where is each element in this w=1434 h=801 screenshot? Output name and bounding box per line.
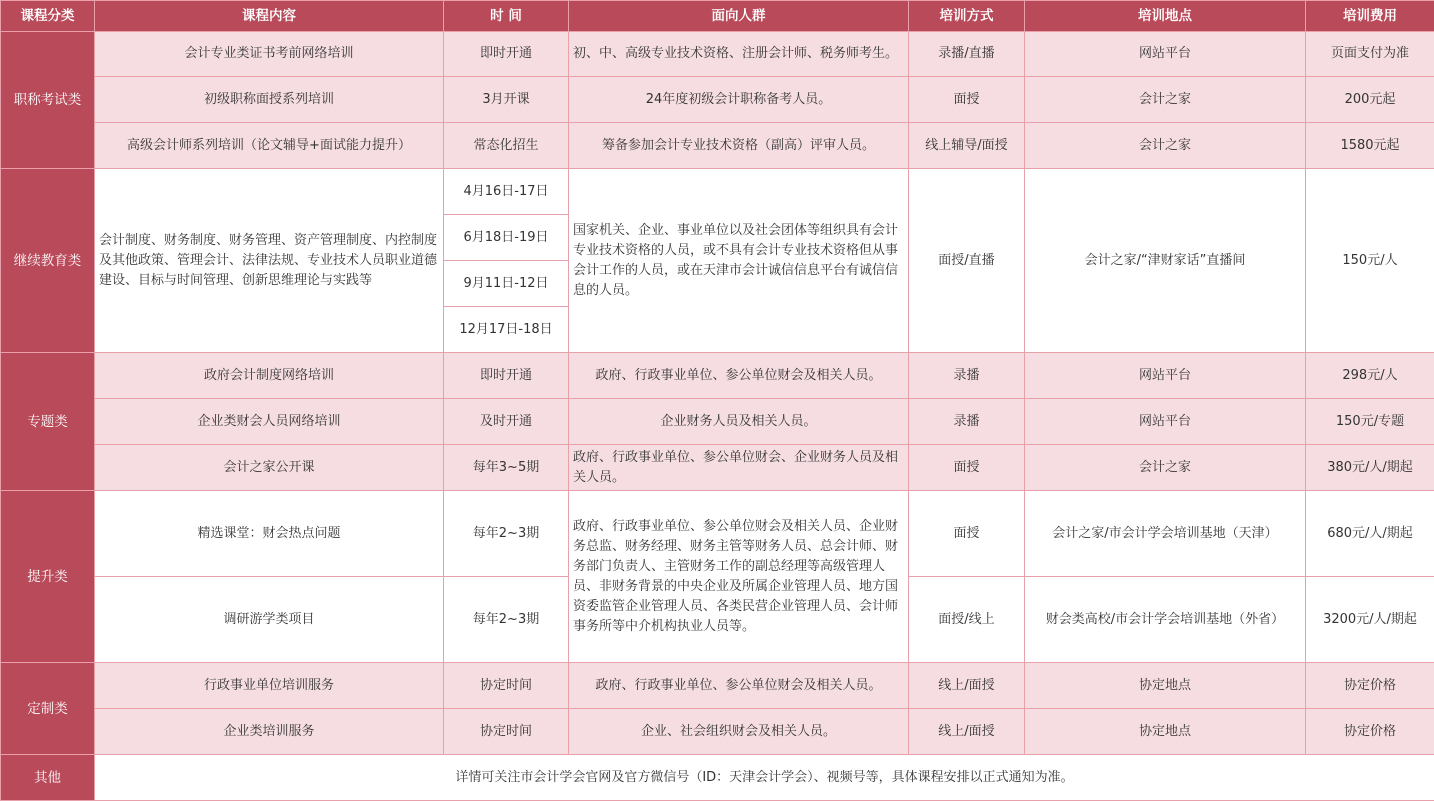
category-cell: 提升类 — [1, 491, 95, 663]
audience-cell: 政府、行政事业单位、参公单位财会及相关人员。 — [569, 663, 909, 709]
content-cell: 会计专业类证书考前网络培训 — [95, 32, 444, 77]
place-cell: 会计之家/“津财家话”直播间 — [1025, 169, 1306, 353]
content-cell: 企业类培训服务 — [95, 709, 444, 755]
table-row — [1, 77, 1434, 123]
time-cell: 3月开课 — [444, 77, 569, 123]
time-cell: 4月16日-17日 — [444, 169, 569, 215]
category-cell: 其他 — [1, 755, 95, 801]
table-row — [1, 755, 1434, 801]
fee-cell: 1580元起 — [1306, 123, 1434, 169]
fee-cell: 协定价格 — [1306, 709, 1434, 755]
time-cell: 每年3~5期 — [444, 445, 569, 491]
time-cell: 每年2~3期 — [444, 577, 569, 663]
footer-note: 详情可关注市会计学会官网及官方微信号（ID：天津会计学会）、视频号等，具体课程安排以正式通知为准。 — [95, 755, 1434, 801]
place-cell: 会计之家/市会计学会培训基地（天津） — [1025, 491, 1306, 577]
category-cell: 继续教育类 — [1, 169, 95, 353]
audience-cell: 24年度初级会计职称备考人员。 — [569, 77, 909, 123]
header-category: 课程分类 — [1, 1, 95, 32]
time-cell: 常态化招生 — [444, 123, 569, 169]
time-cell: 即时开通 — [444, 32, 569, 77]
header-content: 课程内容 — [95, 1, 444, 32]
audience-cell: 筹备参加会计专业技术资格（副高）评审人员。 — [569, 123, 909, 169]
mode-cell: 线上/面授 — [909, 663, 1025, 709]
mode-cell: 录播 — [909, 353, 1025, 399]
mode-cell: 面授 — [909, 445, 1025, 491]
audience-cell: 政府、行政事业单位、参公单位财会及相关人员。 — [569, 353, 909, 399]
time-cell: 9月11日-12日 — [444, 261, 569, 307]
table-row — [1, 445, 1434, 491]
content-cell: 行政事业单位培训服务 — [95, 663, 444, 709]
fee-cell: 150元/专题 — [1306, 399, 1434, 445]
header-place: 培训地点 — [1025, 1, 1306, 32]
audience-cell: 企业、社会组织财会及相关人员。 — [569, 709, 909, 755]
fee-cell: 298元/人 — [1306, 353, 1434, 399]
fee-cell: 150元/人 — [1306, 169, 1434, 353]
audience-cell: 初、中、高级专业技术资格、注册会计师、税务师考生。 — [569, 32, 909, 77]
content-cell: 调研游学类项目 — [95, 577, 444, 663]
fee-cell: 200元起 — [1306, 77, 1434, 123]
mode-cell: 面授/直播 — [909, 169, 1025, 353]
time-cell: 协定时间 — [444, 663, 569, 709]
header-time: 时 间 — [444, 1, 569, 32]
place-cell: 财会类高校/市会计学会培训基地（外省） — [1025, 577, 1306, 663]
place-cell: 会计之家 — [1025, 445, 1306, 491]
place-cell: 会计之家 — [1025, 77, 1306, 123]
content-cell: 初级职称面授系列培训 — [95, 77, 444, 123]
place-cell: 网站平台 — [1025, 399, 1306, 445]
content-cell: 会计之家公开课 — [95, 445, 444, 491]
header-mode: 培训方式 — [909, 1, 1025, 32]
fee-cell: 协定价格 — [1306, 663, 1434, 709]
content-cell: 企业类财会人员网络培训 — [95, 399, 444, 445]
header-fee: 培训费用 — [1306, 1, 1434, 32]
header-row — [1, 1, 1434, 32]
category-cell: 专题类 — [1, 353, 95, 491]
table-row — [1, 399, 1434, 445]
mode-cell: 录播 — [909, 399, 1025, 445]
mode-cell: 录播/直播 — [909, 32, 1025, 77]
fee-cell: 680元/人/期起 — [1306, 491, 1434, 577]
table-row — [1, 353, 1434, 399]
content-cell: 政府会计制度网络培训 — [95, 353, 444, 399]
place-cell: 网站平台 — [1025, 353, 1306, 399]
time-cell: 及时开通 — [444, 399, 569, 445]
time-cell: 每年2~3期 — [444, 491, 569, 577]
place-cell: 网站平台 — [1025, 32, 1306, 77]
time-cell: 协定时间 — [444, 709, 569, 755]
content-cell: 会计制度、财务制度、财务管理、资产管理制度、内控制度及其他政策、管理会计、法律法规、专业技术人员职业道德建设、目标与时间管理、创新思维理论与实践等 — [95, 169, 444, 353]
category-cell: 定制类 — [1, 663, 95, 755]
mode-cell: 线上/面授 — [909, 709, 1025, 755]
fee-cell: 380元/人/期起 — [1306, 445, 1434, 491]
time-cell: 12月17日-18日 — [444, 307, 569, 353]
fee-cell: 3200元/人/期起 — [1306, 577, 1434, 663]
fee-cell: 页面支付为准 — [1306, 32, 1434, 77]
place-cell: 协定地点 — [1025, 663, 1306, 709]
mode-cell: 面授 — [909, 491, 1025, 577]
audience-cell: 政府、行政事业单位、参公单位财会及相关人员、企业财务总监、财务经理、财务主管等财务人员、总会计师、财务部门负责人、主管财务工作的副总经理等高级管理人员、非财务背景的中央企业及所属企业管理人员、地方国资委监管企业管理人员、各类民营企业管理人员、会计师事务所等中介机构执业人员等。 — [569, 491, 909, 663]
table-row — [1, 491, 1434, 577]
table-row — [1, 123, 1434, 169]
table-row — [1, 169, 1434, 215]
audience-cell: 政府、行政事业单位、参公单位财会、企业财务人员及相关人员。 — [569, 445, 909, 491]
content-cell: 高级会计师系列培训（论文辅导+面试能力提升） — [95, 123, 444, 169]
content-cell: 精选课堂：财会热点问题 — [95, 491, 444, 577]
mode-cell: 线上辅导/面授 — [909, 123, 1025, 169]
time-cell: 6月18日-19日 — [444, 215, 569, 261]
table-row — [1, 709, 1434, 755]
table-row — [1, 32, 1434, 77]
place-cell: 会计之家 — [1025, 123, 1306, 169]
audience-cell: 企业财务人员及相关人员。 — [569, 399, 909, 445]
header-audience: 面向人群 — [569, 1, 909, 32]
mode-cell: 面授 — [909, 77, 1025, 123]
time-cell: 即时开通 — [444, 353, 569, 399]
table-row — [1, 663, 1434, 709]
audience-cell: 国家机关、企业、事业单位以及社会团体等组织具有会计专业技术资格的人员，或不具有会计专业技术资格但从事会计工作的人员，或在天津市会计诚信信息平台有诚信信息的人员。 — [569, 169, 909, 353]
mode-cell: 面授/线上 — [909, 577, 1025, 663]
category-cell: 职称考试类 — [1, 32, 95, 169]
place-cell: 协定地点 — [1025, 709, 1306, 755]
